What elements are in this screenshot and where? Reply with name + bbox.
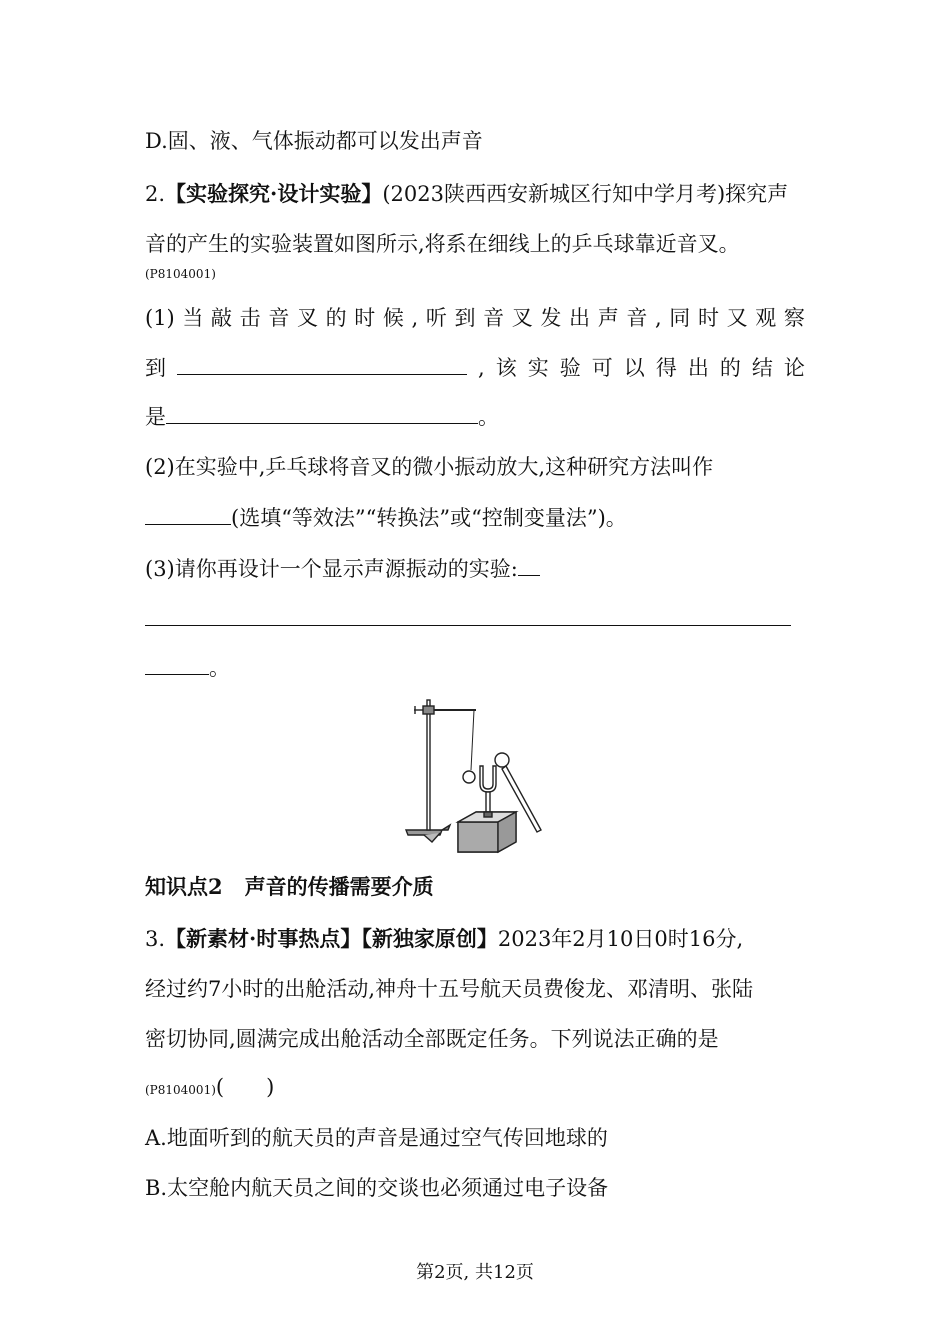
pendulum-string xyxy=(471,710,474,770)
tuning-fork xyxy=(480,766,496,792)
stand-clamp xyxy=(423,706,434,714)
q3-option-b[interactable]: B.太空舱内航天员之间的交谈也必须通过电子设备 xyxy=(145,1176,609,1200)
answer-blank-observation[interactable] xyxy=(177,352,467,375)
answer-blank-design-start[interactable] xyxy=(518,553,540,576)
q2-sub1-line2: 到 , 该 实 验 可 以 得 出 的 结 论 xyxy=(145,352,805,383)
answer-blank-design-end[interactable] xyxy=(145,652,209,675)
q2-sub3-line3: 。 xyxy=(145,652,230,683)
q1-option-d: D.固、液、气体振动都可以发出声音 xyxy=(145,129,483,153)
q3-line1: 3.【新素材·时事热点】【新独家原创】2023年2月10日0时16分, xyxy=(145,926,744,951)
q2-code: (P8104001) xyxy=(145,267,216,281)
q2-sub1-line1: (1) 当 敲 击 音 叉 的 时 候 , 听 到 音 叉 发 出 声 音 , 同 时 又 观 察 xyxy=(145,306,805,330)
q3-code-line xyxy=(145,1072,274,1105)
stand-rod xyxy=(427,700,430,830)
q3-line2: 经过约7小时的出舱活动,神舟十五号航天员费俊龙、邓清明、张陆 xyxy=(145,977,754,1001)
answer-blank-method[interactable] xyxy=(145,502,231,525)
answer-blank-conclusion[interactable] xyxy=(166,401,478,424)
q2-sub3-line1: (3)请你再设计一个显示声源振动的实验: xyxy=(145,553,540,584)
section-subtitle: 声音的传播需要介质 xyxy=(244,874,434,899)
section-heading xyxy=(145,872,434,902)
q3-line3: 密切协同,圆满完成出舱活动全部既定任务。下列说法正确的是 xyxy=(145,1027,719,1051)
q3-code: (P8104001) xyxy=(145,1083,216,1097)
q2-sub2-line1: (2)在实验中,乒乓球将音叉的微小振动放大,这种研究方法叫作 xyxy=(145,455,714,479)
tuning-fork-experiment-figure xyxy=(396,692,546,854)
q2-line2: 音的产生的实验装置如图所示,将系在细线上的乒乓球靠近音叉。 xyxy=(145,232,740,256)
q3-option-a[interactable]: A.地面听到的航天员的声音是通过空气传回地球的 xyxy=(145,1126,608,1150)
page-footer: 第2页, 共12页 xyxy=(416,1262,534,1283)
q2-source: (2023陕西西安新城区行知中学月考)探究声 xyxy=(382,182,789,206)
q2-sub2-line2: (选填“等效法”“转换法”或“控制变量法”)。 xyxy=(145,502,627,533)
q2-tag: 【实验探究·设计实验】 xyxy=(165,181,383,206)
q2-sub1-line3: 是 。 xyxy=(145,401,499,432)
ping-pong-ball xyxy=(463,771,475,783)
q2-sub3-line2 xyxy=(145,603,791,634)
section-title: 知识点2 xyxy=(145,874,223,899)
q2-line1 xyxy=(145,179,788,209)
striker-ball xyxy=(495,753,509,767)
q2-number: 2. xyxy=(145,182,166,206)
answer-bracket[interactable]: ( ) xyxy=(215,1075,275,1099)
answer-blank-design[interactable] xyxy=(145,603,791,626)
